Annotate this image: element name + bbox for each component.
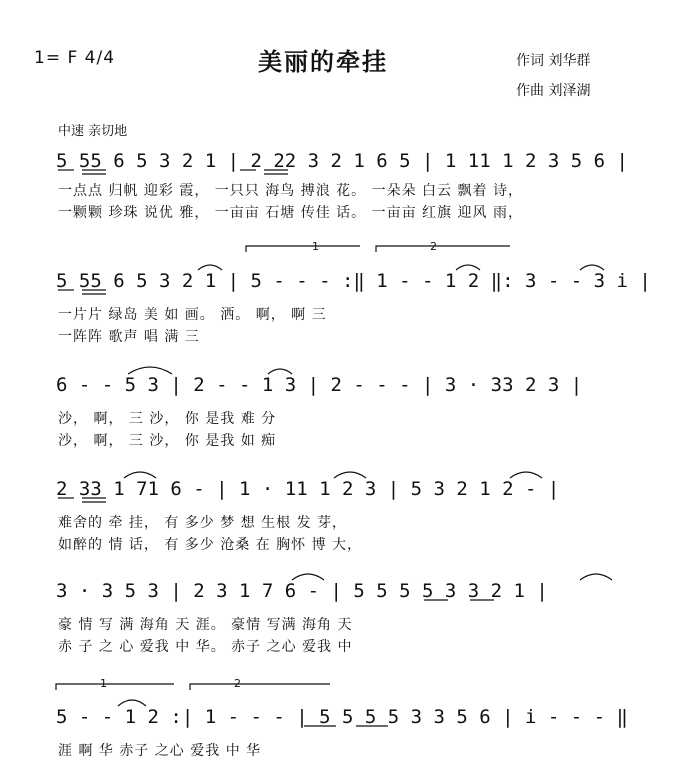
volta-1-label: 1	[312, 240, 319, 253]
volta-2-bracket	[376, 246, 510, 252]
slur	[580, 574, 612, 580]
lyric-row-3-verse-1: 沙， 啊， 三 沙， 你 是我 难 分	[58, 411, 277, 427]
slur	[292, 574, 324, 580]
volta-1-bracket	[246, 246, 360, 252]
slur	[268, 369, 292, 374]
slur	[128, 367, 172, 374]
volta-2-label: 2	[430, 240, 437, 253]
lyric-row-2-verse-2: 一阵阵 歌声 唱 满 三	[58, 329, 200, 345]
lyric-row-2-verse-1: 一片片 绿岛 美 如 画。 洒。 啊， 啊 三	[58, 307, 327, 323]
lyric-row-4-verse-2: 如醉的 情 话， 有 多少 沧桑 在 胸怀 博 大，	[58, 537, 363, 553]
slur	[456, 265, 480, 270]
slur	[510, 472, 542, 478]
song-title: 美丽的牵挂	[258, 48, 388, 76]
lyric-row-1-verse-1: 一点点 归帆 迎彩 霞， 一只只 海鸟 搏浪 花。 一朵朵 白云 飘着 诗，	[58, 183, 523, 199]
slur	[124, 472, 156, 478]
lyric-row-4-verse-1: 难舍的 牵 挂， 有 多少 梦 想 生根 发 芽，	[58, 515, 348, 531]
key-signature: 1= F 4/4	[34, 48, 116, 68]
lyric-row-6-verse-1-cutoff: 涯 啊 华 赤子 之心 爱我 中 华	[58, 743, 262, 759]
notation-row-3: 6 - - 5 3 | 2 - - 1 3 | 2 - - - | 3 · 33 2 3 |	[56, 374, 583, 396]
volta-2-bracket-row-6	[190, 684, 330, 690]
slur	[118, 700, 146, 706]
notation-row-4: 2 33 1 71 6 - | 1 · 11 1 2 3 | 5 3 2 1 2 - |	[56, 478, 560, 500]
volta-2-label-row-6: 2	[234, 677, 241, 690]
lyric-row-3-verse-2: 沙， 啊， 三 沙， 你 是我 如 痴	[58, 433, 277, 449]
notation-row-2: 5 55 6 5 3 2 1 | 5 - - - :‖ 1 - - 1 2 ‖: 3 - - 3 i |	[56, 270, 651, 292]
lyric-row-5-verse-2: 赤 子 之 心 爱我 中 华。 赤子 之心 爱我 中	[58, 639, 353, 655]
notation-row-6: 5 - - 1 2 :| 1 - - - | 5 5 5 5 3 3 5 6 | i - - - ‖	[56, 706, 628, 728]
lyricist-credit: 作词 刘华群	[516, 53, 591, 69]
slur	[580, 265, 604, 270]
notation-row-5: 3 · 3 5 3 | 2 3 1 7 6 - | 5 5 5 5 3 3 2 1 |	[56, 580, 548, 602]
slur	[334, 472, 366, 478]
notation-row-1: 5 55 6 5 3 2 1 | 2 22 3 2 1 6 5 | 1 11 1 2 3 5 6 |	[56, 150, 628, 172]
lyric-row-5-verse-1: 豪 情 写 满 海角 天 涯。 豪情 写满 海角 天	[58, 617, 353, 633]
lyric-row-1-verse-2: 一颗颗 珍珠 说优 雅， 一亩亩 石塘 传佳 话。 一亩亩 红旗 迎风 雨，	[58, 205, 523, 221]
volta-1-label-row-6: 1	[100, 677, 107, 690]
composer-credit: 作曲 刘泽湖	[516, 83, 591, 99]
tempo-marking: 中速 亲切地	[58, 124, 128, 139]
slur	[198, 265, 222, 270]
volta-1-bracket-row-6	[56, 684, 174, 690]
